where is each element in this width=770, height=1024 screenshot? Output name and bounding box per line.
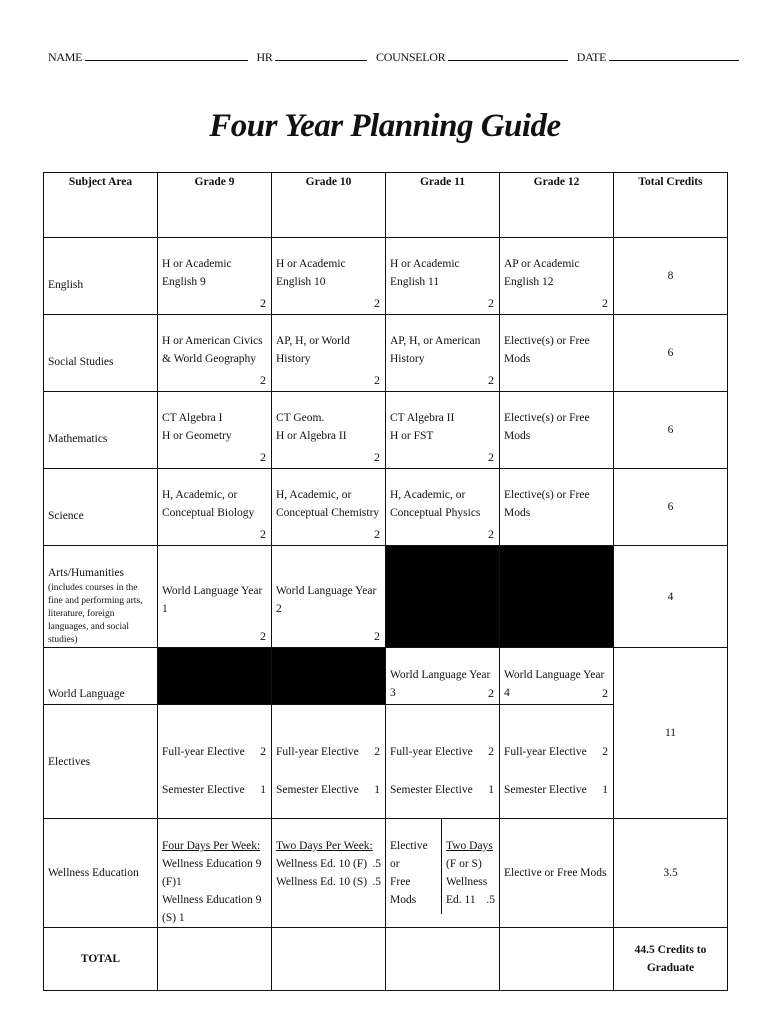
total-arts: 4 — [614, 546, 728, 648]
subject-social-studies — [44, 315, 158, 392]
subject-label: World Language — [48, 688, 125, 700]
name-blank[interactable] — [85, 50, 248, 61]
course-line: (F or S) — [446, 858, 482, 870]
page-title: Four Year Planning Guide — [209, 108, 561, 144]
credit-value: 1 — [374, 784, 380, 796]
table-row-arts — [44, 546, 728, 648]
table-row-social-studies — [44, 315, 728, 392]
cell-total-g10[interactable] — [272, 928, 386, 991]
blocked-cell-wl-g9 — [158, 648, 272, 705]
subject-label: Wellness Education — [48, 867, 139, 879]
course-line: H, Academic, or — [276, 489, 352, 501]
course-text: Elective or Free Mods — [504, 867, 607, 879]
cell-social-g9[interactable] — [158, 315, 272, 392]
course-line: Ed. 11 — [446, 894, 476, 906]
table-row-wellness — [44, 819, 728, 928]
course-line: Free Mods — [390, 876, 417, 906]
credit-value: 2 — [374, 450, 380, 464]
total-value: 11 — [664, 727, 677, 739]
cell-english-g9[interactable] — [158, 238, 272, 315]
col-header-total: Total Credits — [614, 173, 728, 238]
col-header-grade11: Grade 11 — [386, 173, 500, 238]
credit-value: 2 — [260, 746, 266, 758]
cell-math-g11[interactable] — [386, 392, 500, 469]
date-label: DATE — [576, 50, 607, 64]
cell-wellness-g9[interactable] — [158, 819, 272, 928]
subject-label: Social Studies — [48, 356, 114, 368]
col-header-grade10: Grade 10 — [272, 173, 386, 238]
graduation-credits — [614, 928, 728, 991]
cell-wellness-g12[interactable] — [500, 819, 614, 928]
course-text: H or Academic English 11 — [390, 258, 460, 288]
table-row-total — [44, 928, 728, 991]
cell-english-g11[interactable] — [386, 238, 500, 315]
credit-value: 2 — [602, 686, 608, 700]
header-row — [44, 173, 728, 238]
course-text: Elective(s) or Free Mods — [504, 412, 590, 442]
course-text: World Language Year 1 — [162, 585, 263, 615]
credit-value: .5 — [372, 876, 381, 888]
subject-label: Electives — [48, 755, 91, 768]
cell-math-g12[interactable] — [500, 392, 614, 469]
cell-science-g12[interactable] — [500, 469, 614, 546]
course-text: AP, H, or American History — [390, 335, 481, 365]
credit-value: 2 — [602, 296, 608, 310]
course-line: Conceptual Chemistry — [276, 507, 380, 519]
credit-value: 2 — [374, 629, 380, 643]
cell-arts-g9[interactable] — [158, 546, 272, 648]
course-line: Wellness Ed. 10 (F) — [276, 858, 368, 870]
cell-social-g12[interactable] — [500, 315, 614, 392]
credit-value: 2 — [374, 373, 380, 387]
blocked-cell-arts-g12 — [500, 546, 614, 648]
cell-math-g9[interactable] — [158, 392, 272, 469]
cell-electives-g10[interactable] — [272, 705, 386, 819]
table-row-english — [44, 238, 728, 315]
credit-value: 2 — [260, 373, 266, 387]
cell-total-g11[interactable] — [386, 928, 500, 991]
cell-english-g10[interactable] — [272, 238, 386, 315]
total-electives — [614, 648, 728, 819]
counselor-blank[interactable] — [448, 50, 568, 61]
credit-value: 2 — [488, 450, 494, 464]
total-math: 6 — [614, 392, 728, 469]
course-text: World Language Year 2 — [276, 585, 377, 615]
credit-value: 2 — [260, 296, 266, 310]
credit-value: 2 — [488, 296, 494, 310]
student-info-line — [48, 50, 728, 65]
elective-label: Full-year Elective — [390, 746, 473, 758]
cell-electives-g11[interactable] — [386, 705, 500, 819]
cell-social-g11[interactable] — [386, 315, 500, 392]
cell-english-g12[interactable] — [500, 238, 614, 315]
credit-value: 1 — [260, 784, 266, 796]
subject-wellness — [44, 819, 158, 928]
elective-label: Semester Elective — [162, 784, 245, 796]
course-text: Elective(s) or Free Mods — [504, 335, 590, 365]
elective-label: Full-year Elective — [162, 746, 245, 758]
credit-value: 1 — [488, 784, 494, 796]
course-text: Elective(s) or Free Mods — [504, 489, 590, 519]
course-line: H or Geometry — [162, 430, 232, 442]
course-text: H or American Civics & World Geography — [162, 335, 263, 365]
date-blank[interactable] — [609, 50, 739, 61]
course-line: Wellness Education 9 (S) 1 — [162, 894, 262, 924]
course-line: Conceptual Biology — [162, 507, 255, 519]
table-row-mathematics — [44, 392, 728, 469]
subject-mathematics — [44, 392, 158, 469]
elective-label: Semester Elective — [276, 784, 359, 796]
course-line: H or Algebra II — [276, 430, 347, 442]
total-social: 6 — [614, 315, 728, 392]
subject-world-language — [44, 648, 158, 705]
table-row-science — [44, 469, 728, 546]
wellness-heading: Four Days Per Week: — [162, 840, 261, 852]
course-line: Wellness — [446, 876, 488, 888]
course-line: Wellness Ed. 10 (S) — [276, 876, 368, 888]
credit-value: 2 — [374, 296, 380, 310]
cell-wellness-g11[interactable] — [386, 819, 500, 928]
course-line: Elective or — [390, 840, 428, 870]
course-line: Conceptual Physics — [390, 507, 481, 519]
cell-wl-g11[interactable] — [386, 648, 500, 705]
credit-value: 2 — [260, 629, 266, 643]
col-header-subject: Subject Area — [44, 173, 158, 238]
subject-note: (includes courses in the fine and performing arts, literature, foreign languages, and social studies) — [48, 583, 143, 645]
subject-label: Science — [48, 510, 84, 522]
credit-value: 2 — [488, 373, 494, 387]
course-text: World Language Year 4 — [504, 669, 605, 699]
course-line: H, Academic, or — [162, 489, 238, 501]
total-wellness: 3.5 — [614, 819, 728, 928]
col-header-grade12: Grade 12 — [500, 173, 614, 238]
course-line: CT Algebra I — [162, 412, 223, 424]
cell-wl-g12[interactable] — [500, 648, 614, 705]
cell-math-g10[interactable] — [272, 392, 386, 469]
cell-science-g11[interactable] — [386, 469, 500, 546]
hr-label: HR — [256, 50, 273, 64]
elective-label: Semester Elective — [390, 784, 473, 796]
credit-value: 2 — [488, 527, 494, 541]
cell-arts-g10[interactable] — [272, 546, 386, 648]
elective-label: Full-year Elective — [504, 746, 587, 758]
col-header-grade9: Grade 9 — [158, 173, 272, 238]
cell-science-g9[interactable] — [158, 469, 272, 546]
cell-total-g9[interactable] — [158, 928, 272, 991]
credit-value: 1 — [602, 784, 608, 796]
course-line: H or FST — [390, 430, 434, 442]
subject-arts — [44, 546, 158, 648]
course-line: Wellness Education 9 (F)1 — [162, 858, 262, 888]
cell-total-g12[interactable] — [500, 928, 614, 991]
counselor-label: COUNSELOR — [376, 50, 446, 64]
cell-wellness-g10[interactable] — [272, 819, 386, 928]
course-line: CT Algebra II — [390, 412, 455, 424]
name-label: NAME — [48, 50, 83, 64]
credit-value: 2 — [602, 746, 608, 758]
total-science: 6 — [614, 469, 728, 546]
credit-value: .5 — [486, 894, 495, 906]
subject-label: Arts/Humanities — [48, 567, 125, 579]
subject-electives — [44, 705, 158, 819]
wellness-heading: Two Days — [446, 840, 493, 852]
credit-value: .5 — [372, 858, 381, 870]
course-text: AP or Academic English 12 — [504, 258, 580, 288]
credit-value: 2 — [488, 686, 494, 700]
course-line: CT Geom. — [276, 412, 325, 424]
course-text: World Language Year 3 — [390, 669, 491, 699]
hr-blank[interactable] — [275, 50, 367, 61]
table-row-world-language — [44, 648, 728, 705]
course-text: H or Academic English 10 — [276, 258, 346, 288]
blocked-cell-wl-g10 — [272, 648, 386, 705]
subject-label: Mathematics — [48, 433, 108, 445]
course-text: AP, H, or World History — [276, 335, 350, 365]
total-label: TOTAL — [44, 928, 158, 991]
cell-science-g10[interactable] — [272, 469, 386, 546]
course-line: H, Academic, or — [390, 489, 466, 501]
planning-table — [43, 172, 728, 991]
credit-value: 2 — [260, 450, 266, 464]
subject-science — [44, 469, 158, 546]
wellness-heading: Two Days Per Week: — [276, 840, 373, 852]
credit-value: 2 — [374, 527, 380, 541]
cell-social-g10[interactable] — [272, 315, 386, 392]
graduation-line: Graduate — [646, 962, 695, 974]
total-english: 8 — [614, 238, 728, 315]
subject-english — [44, 238, 158, 315]
graduation-line: 44.5 Credits to — [634, 944, 707, 956]
credit-value: 2 — [260, 527, 266, 541]
blocked-cell-arts-g11 — [386, 546, 500, 648]
cell-electives-g9[interactable] — [158, 705, 272, 819]
credit-value: 2 — [488, 746, 494, 758]
cell-electives-g12[interactable] — [500, 705, 614, 819]
elective-label: Semester Elective — [504, 784, 587, 796]
credit-value: 2 — [374, 746, 380, 758]
subject-label: English — [48, 279, 84, 291]
elective-label: Full-year Elective — [276, 746, 359, 758]
course-text: H or Academic English 9 — [162, 258, 232, 288]
